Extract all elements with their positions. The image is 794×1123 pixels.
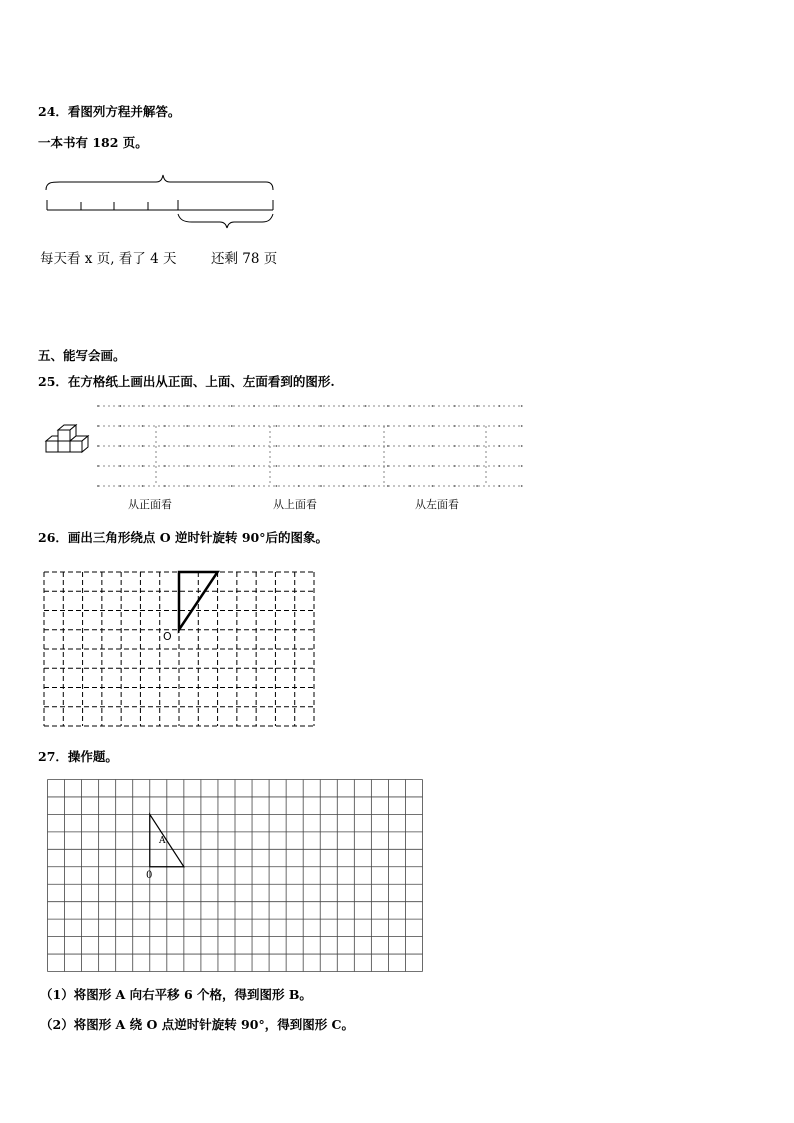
q24-intro-number: 182 (92, 135, 119, 150)
cube-solid-figure (40, 424, 92, 464)
top-brace (46, 175, 273, 190)
q24-label-right: 还剩 78 页 (211, 251, 278, 267)
q24-title: 24．看图列方程并解答。 (38, 104, 181, 119)
q26-point-o-label: O (163, 630, 172, 643)
q25-caption-front: 从正面看 (128, 498, 172, 511)
q24-label-left: 每天看 x 页, 看了 4 天 (40, 251, 177, 267)
section5-title: 五、能写会画。 (38, 348, 126, 363)
q26-title-post: 逆时针旋转 90°后的图象。 (170, 530, 328, 545)
q27-task-2: （2）将图形 A 绕 O 点逆时针旋转 90°，得到图形 C。 (40, 1017, 354, 1032)
q27-shape-a-label: A (159, 836, 166, 846)
q24-intro (38, 137, 148, 150)
q26-title (38, 532, 328, 545)
q27-task-1: （1）将图形 A 向右平移 6 个格，得到图形 B。 (40, 987, 312, 1002)
q26-dashed-grid (43, 571, 315, 727)
q26-title-pre: 26．画出三角形绕点 (38, 530, 160, 545)
q27-square-grid (47, 779, 423, 972)
q27-point-o-label: 0 (146, 870, 153, 881)
q24-intro-pre: 一本书有 (38, 135, 93, 150)
q25-caption-top: 从上面看 (273, 498, 317, 511)
q25-dot-grid (90, 398, 530, 494)
q26-title-point: O (159, 530, 171, 545)
square-grid-lines (48, 780, 423, 972)
q25-title: 25．在方格纸上画出从正面、上面、左面看到的图形. (38, 374, 335, 389)
faint-grid-lines (98, 406, 522, 486)
q27-title: 27．操作题。 (38, 749, 118, 764)
q24-line-segment-diagram (40, 172, 280, 232)
q25-caption-left: 从左面看 (415, 498, 459, 511)
q24-intro-post: 页。 (118, 135, 148, 150)
bottom-brace (178, 214, 273, 228)
